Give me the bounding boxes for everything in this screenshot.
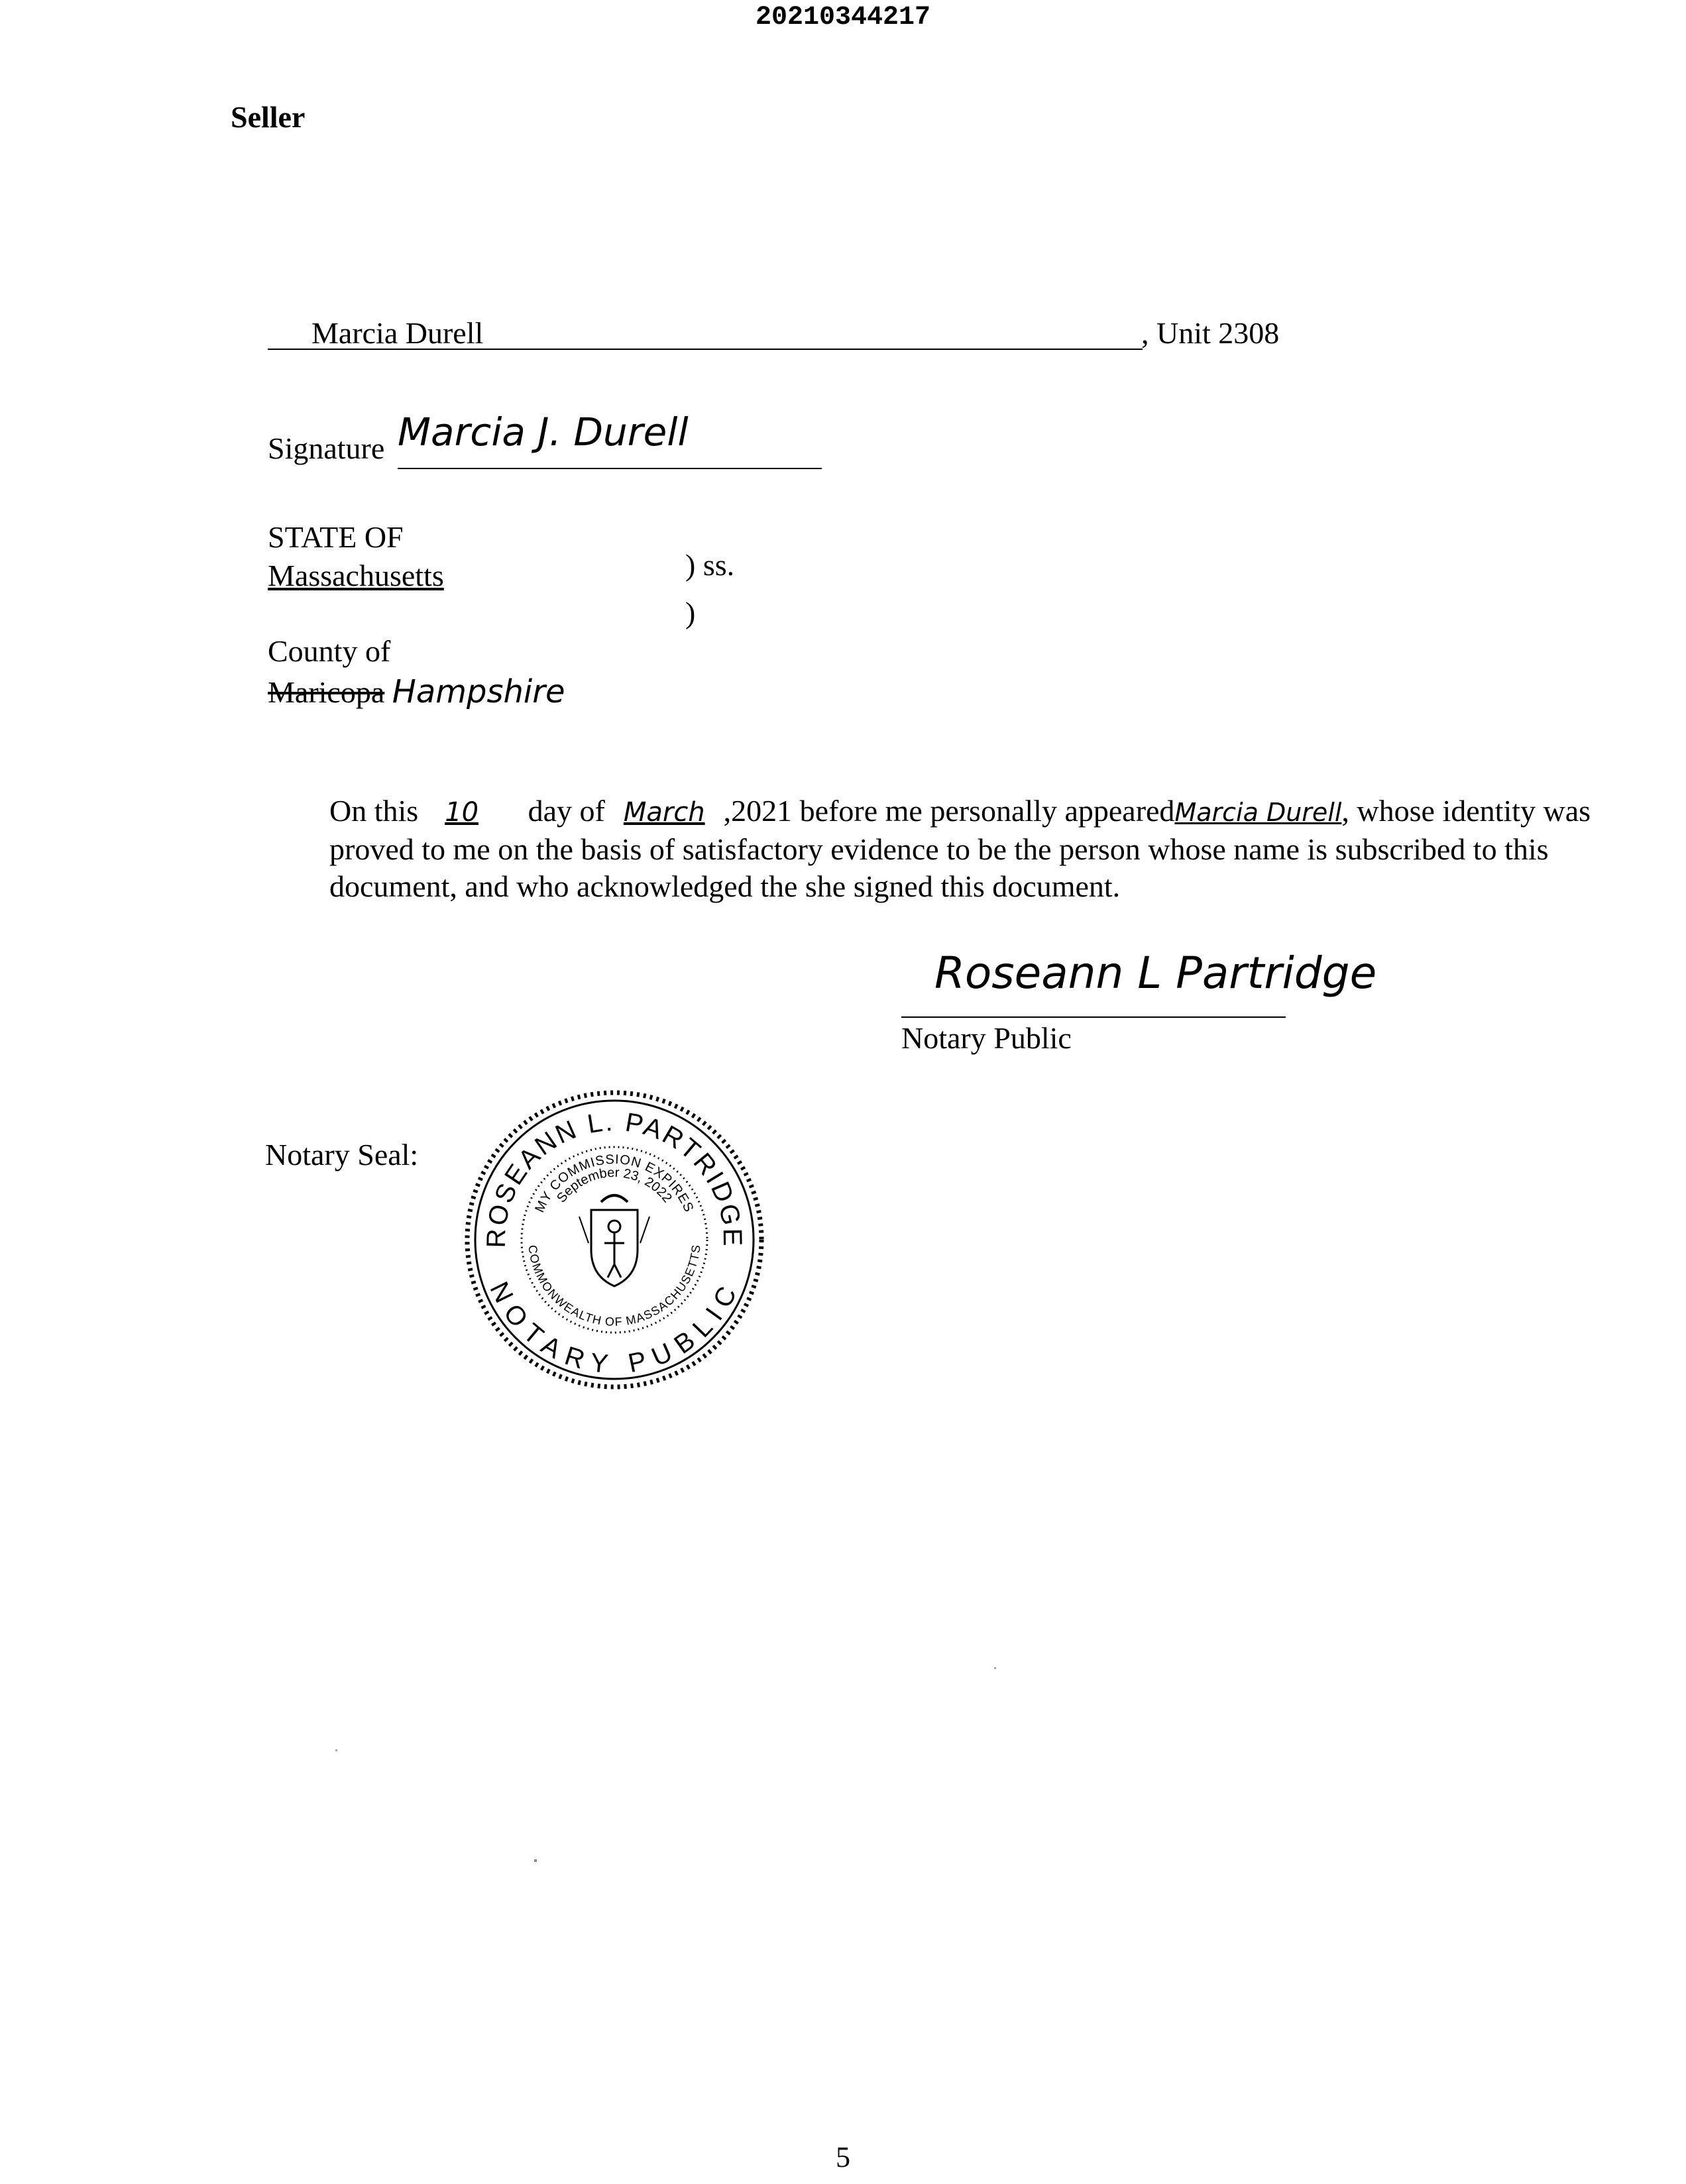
seal-commonwealth: COMMONWEALTH OF MASSACHUSETTS	[526, 1244, 703, 1329]
seal-title: NOTARY PUBLIC	[484, 1277, 745, 1380]
state-value: Massachusetts	[268, 559, 444, 592]
owner-unit: , Unit 2308	[1141, 316, 1280, 350]
county-handwritten: Hampshire	[392, 673, 565, 710]
state-label: STATE OF	[268, 520, 404, 554]
signature-underline	[398, 468, 822, 469]
notary-seal	[459, 1084, 770, 1395]
ack-text-2: day of	[528, 794, 605, 828]
venue-paren: )	[685, 596, 696, 629]
seal-commission: MY COMMISSION EXPIRES	[532, 1152, 697, 1215]
notary-signature: Roseann L Partridge	[934, 948, 1377, 999]
ack-month: March	[623, 797, 705, 828]
notary-title: Notary Public	[901, 1021, 1072, 1055]
seal-coat-of-arms-icon	[579, 1195, 649, 1286]
owner-name: Marcia Durell	[311, 316, 484, 350]
signature-label: Signature	[268, 431, 385, 465]
seal-name: ROSEANN L. PARTRIDGE	[481, 1107, 748, 1248]
seal-expiry: September 23, 2022	[554, 1165, 675, 1206]
acknowledgment-paragraph	[329, 792, 1628, 905]
scan-speck	[534, 1859, 537, 1862]
scan-speck	[994, 1667, 996, 1669]
county-label: County of	[268, 634, 391, 668]
owner-name-underline	[268, 349, 1143, 350]
ss-mark: ) ss.	[685, 548, 735, 582]
ack-text-1: On this	[329, 794, 419, 828]
seller-signature: Marcia J. Durell	[398, 410, 689, 455]
notary-seal-label: Notary Seal:	[265, 1138, 419, 1172]
section-heading: Seller	[231, 100, 306, 134]
document-number: 20210344217	[755, 3, 931, 32]
notary-signature-underline	[901, 1016, 1286, 1018]
ack-text-4: , whose identity was proved to me on the basis of satisfactory evidence to be the person whose name is subscribed to this document, and who acknowledged the she signed this document.	[329, 794, 1591, 903]
page-number: 5	[836, 2141, 850, 2173]
ack-day: 10	[445, 797, 479, 828]
ack-text-3: ,2021 before me personally appeared	[723, 794, 1175, 828]
county-value	[268, 673, 565, 710]
scan-speck	[335, 1749, 337, 1751]
county-struck-text: Maricopa	[268, 675, 385, 709]
ack-person: Marcia Durell	[1174, 798, 1342, 827]
